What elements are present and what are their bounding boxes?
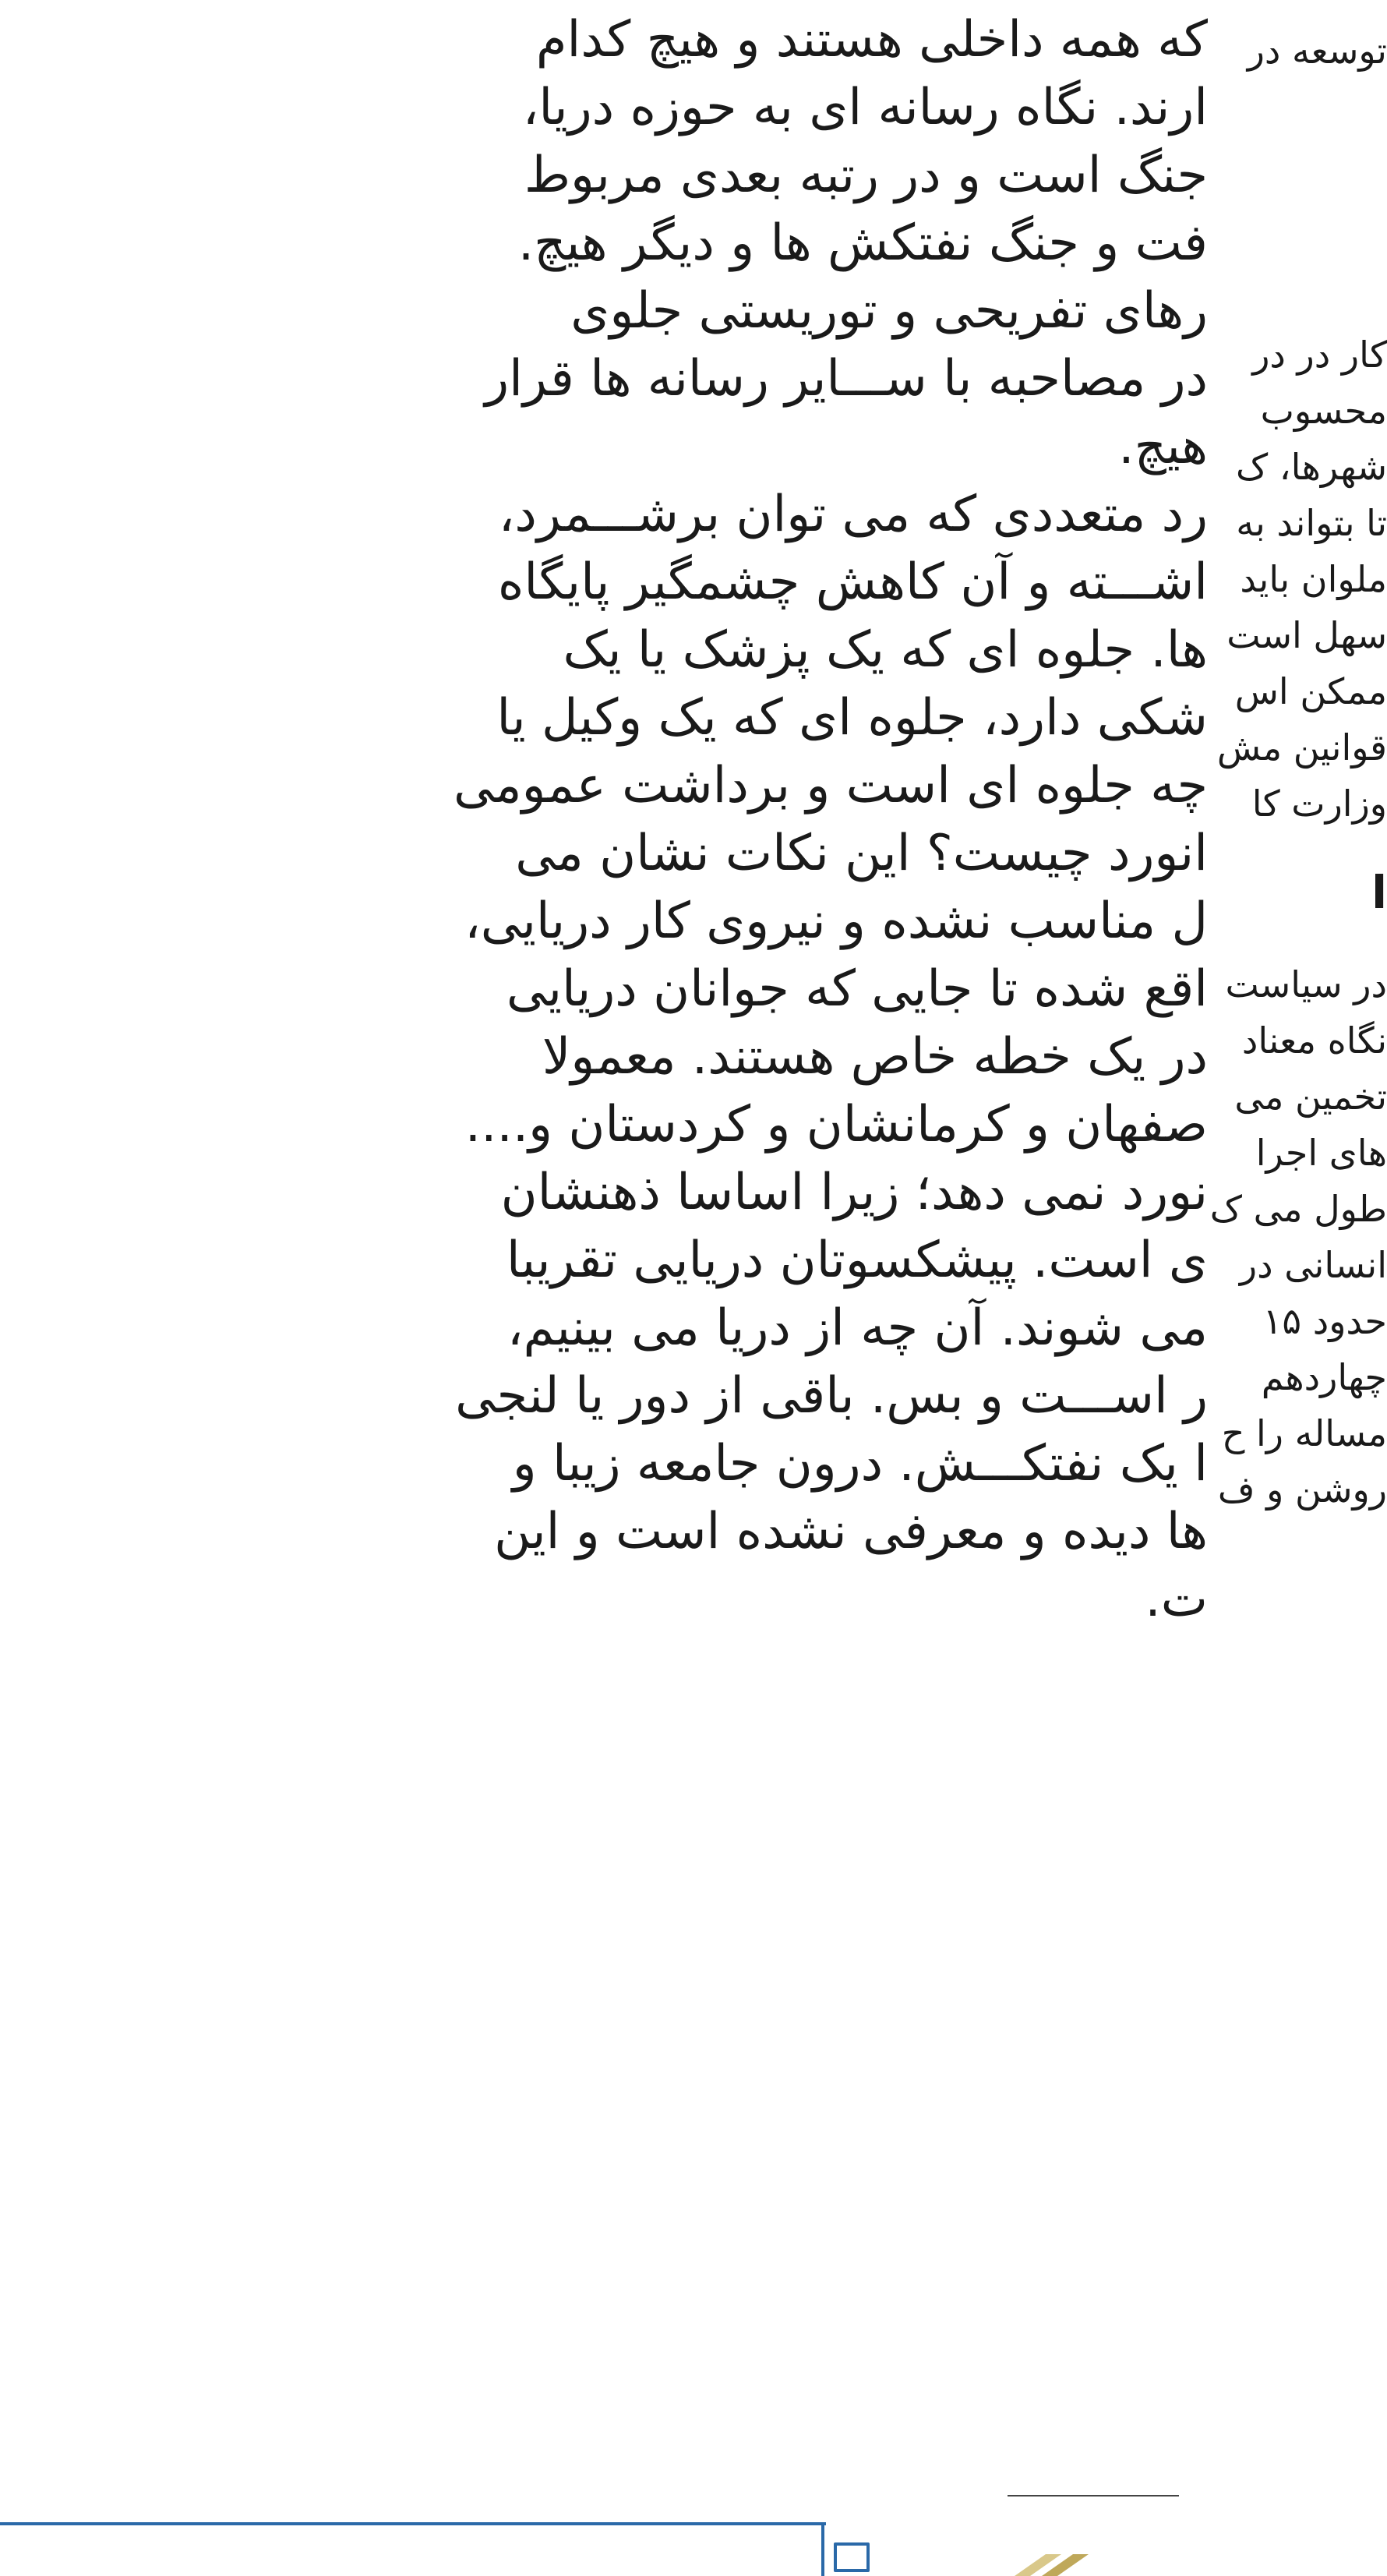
article-text-line: نگاه معناد: [1241, 1019, 1387, 1062]
article-text-line: ها دیده و معرفی نشده است و این: [494, 1503, 1208, 1560]
decorative-corner-icon: [1007, 2553, 1116, 2576]
main-article-column: [296, 6, 1208, 1634]
article-text-line: اقع شده تا جایی که جوانان دریایی: [506, 960, 1208, 1018]
article-text-line: تا بتواند به: [1236, 502, 1387, 544]
article-text-line: توسعه در: [1247, 30, 1387, 72]
column-divider-line: [1008, 2495, 1179, 2496]
page-frame-vertical-line: [821, 2522, 824, 2576]
article-text-line: فت و جنگ نفتکش ها و دیگر هیچ.: [517, 214, 1208, 272]
article-text-line: ممکن اس: [1234, 670, 1387, 712]
article-text-line: در یک خطه خاص هستند. معمولا: [542, 1028, 1208, 1086]
article-text-line: وزارت کا: [1251, 783, 1387, 825]
article-text-line: جنگ است و در رتبه بعدی مربوط: [524, 147, 1208, 204]
article-text-line: مساله را ح: [1221, 1412, 1387, 1454]
article-text-line: انسانی در: [1239, 1244, 1387, 1286]
article-text-line: ت.: [1145, 1571, 1208, 1628]
article-text-line: چه جلوه ای است و برداشت عمومی: [453, 757, 1208, 814]
article-text-line: انورد چیست؟ این نکات نشان می: [515, 825, 1208, 882]
article-text-line: در مصاحبه با ســـایر رسانه ها قرار: [485, 350, 1208, 408]
article-text-line: روشن و ف: [1217, 1468, 1387, 1511]
article-text-line: شهرها، ک: [1235, 446, 1387, 488]
article-text-line: قوانین مش: [1216, 726, 1387, 769]
article-text-line: های اجرا: [1255, 1132, 1387, 1174]
article-text-line: در سیاست: [1225, 963, 1387, 1005]
article-text-line: حدود ۱۵: [1262, 1300, 1387, 1342]
article-text-line: شکی دارد، جلوه ای که یک وکیل یا: [496, 689, 1208, 747]
article-text-line: ر اســـت و بس. باقی از دور یا لنجی: [455, 1367, 1208, 1425]
article-text-line: که همه داخلی هستند و هیچ کدام: [535, 11, 1208, 69]
article-text-line: ی است. پیشکسوتان دریایی تقریبا: [506, 1231, 1208, 1289]
article-text-line: ملوان باید: [1240, 558, 1387, 600]
article-text-line: می شوند. آن چه از دریا می بینیم،: [506, 1299, 1208, 1357]
article-text-line: چهاردهم: [1261, 1356, 1387, 1398]
article-text-line: ها. جلوه ای که یک پزشک یا یک: [563, 621, 1208, 679]
article-text-line: ل مناسب نشده و نیروی کار دریایی،: [464, 892, 1208, 950]
article-text-line: طول می ک: [1209, 1188, 1387, 1230]
article-text-line: محسوب: [1260, 390, 1387, 432]
article-text-line: رهای تفریحی و توریستی جلوی: [570, 282, 1208, 340]
article-text-line: اشـــته و آن کاهش چشمگیر پایگاه: [497, 553, 1208, 611]
page-frame-horizontal-line: [0, 2522, 826, 2525]
article-text-line: تخمین می: [1234, 1076, 1387, 1118]
article-text-line: صفهان و کرمانشان و کردستان و....: [464, 1096, 1208, 1154]
article-text-line: هیچ.: [1118, 418, 1208, 475]
article-text-line: ا یک نفتکـــش. درون جامعه زیبا و: [512, 1435, 1208, 1493]
article-text-line: نورد نمی دهد؛ زیرا اساسا ذهنشان: [500, 1164, 1208, 1221]
article-text-line: سهل است: [1226, 614, 1387, 656]
page-frame-corner-ornament: [834, 2542, 870, 2572]
article-text-line: رد متعددی که می توان برشـــمرد،: [498, 486, 1208, 543]
article-text-line: کار در در: [1252, 334, 1387, 376]
section-heading: ا: [1371, 866, 1387, 919]
article-text-line: ارند. نگاه رسانه ای به حوزه دریا،: [522, 79, 1208, 136]
